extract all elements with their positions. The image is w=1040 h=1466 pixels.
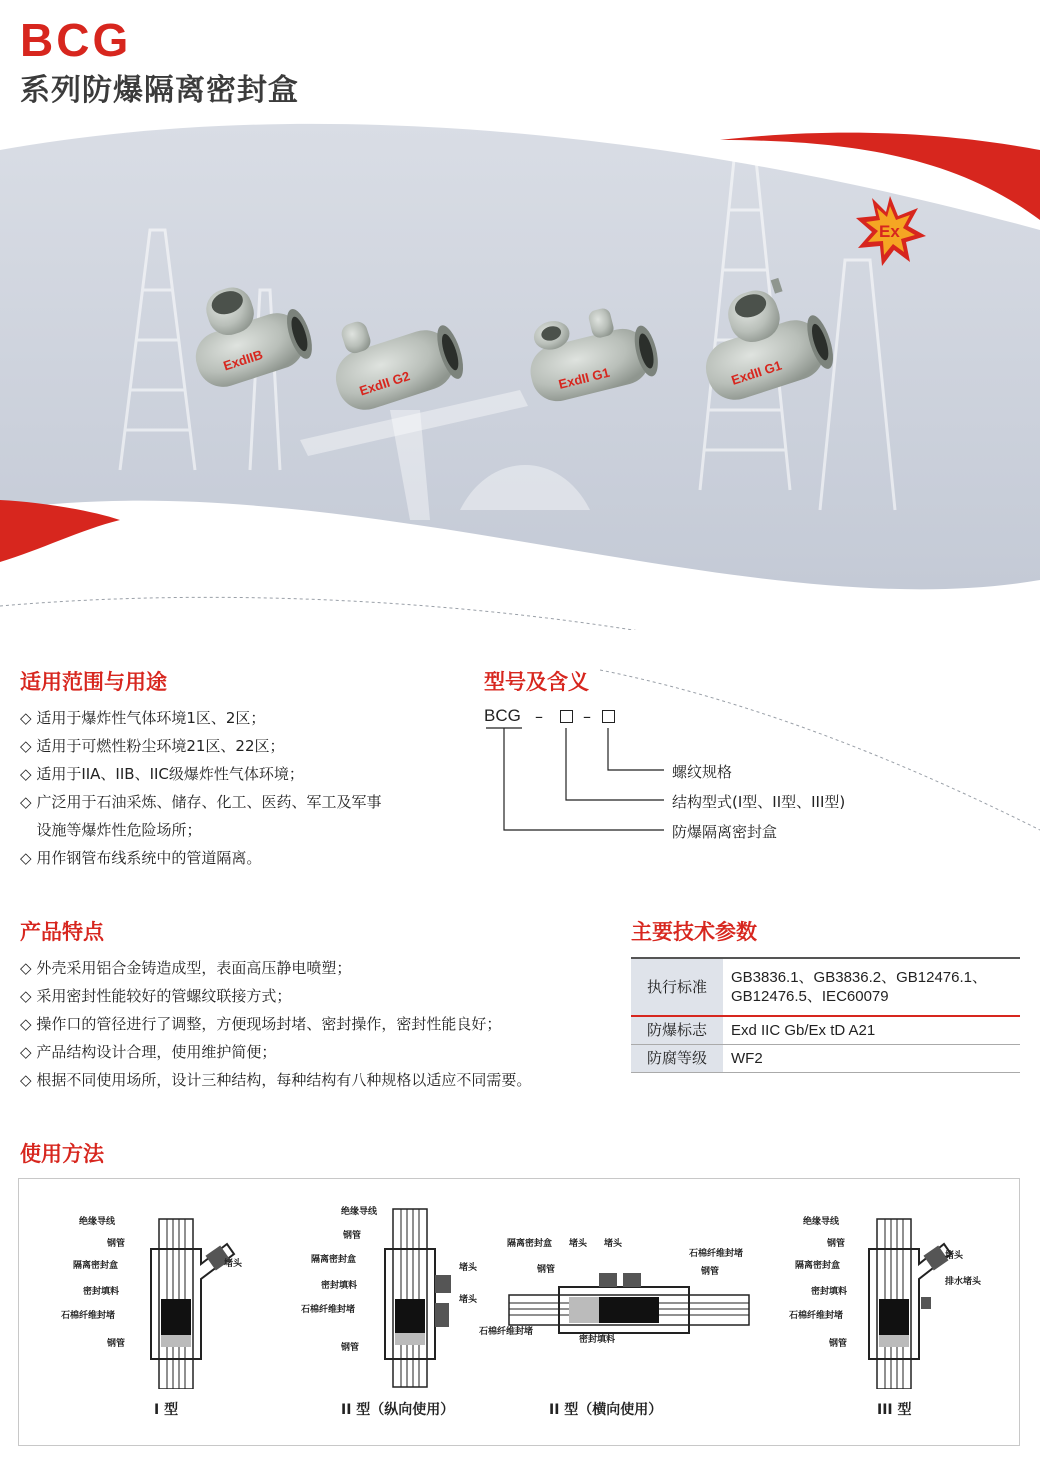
spec-value: Exd IIC Gb/Ex tD A21 xyxy=(723,1016,1020,1044)
model-label-structure: 结构型式(I型、II型、III型) xyxy=(672,793,846,811)
ex-badge-text: Ex xyxy=(879,222,900,241)
product-4-marking: ExdII G1 xyxy=(729,357,784,388)
diagram-caption: I 型 xyxy=(154,1402,179,1418)
diagram-label: 隔离密封盒 xyxy=(311,1255,357,1265)
hero-banner xyxy=(0,110,1040,630)
spec-table xyxy=(631,957,1020,1073)
diagram-1-drawing xyxy=(59,1209,259,1389)
diagram-label: 堵头 xyxy=(459,1295,478,1305)
diagram-label: 石棉纤维封堵 xyxy=(61,1311,116,1321)
diagram-label: 石棉纤维封堵 xyxy=(301,1305,356,1315)
diagram-label: 堵头 xyxy=(604,1239,623,1249)
model-box-thread xyxy=(602,710,615,723)
diagram-label: 绝缘导线 xyxy=(803,1217,840,1227)
product-1-marking: ExdIIB xyxy=(221,346,265,374)
diagram-label: 隔离密封盒 xyxy=(507,1239,553,1249)
scope-title: 适用范围与用途 xyxy=(20,670,167,694)
red-swoosh-bottom xyxy=(0,500,120,562)
product-3-marking: ExdII G1 xyxy=(557,364,612,392)
model-dash: – xyxy=(535,707,543,726)
diagram-caption: III 型 xyxy=(877,1402,912,1418)
spec-value: GB3836.1、GB3836.2、GB12476.1、GB12476.5、IEC60079 xyxy=(723,958,1020,1016)
diagram-label: 钢管 xyxy=(343,1231,362,1241)
product-2-marking: ExdII G2 xyxy=(357,368,412,399)
table-row xyxy=(631,1044,1020,1072)
diagram-label: 绝缘导线 xyxy=(79,1217,116,1227)
diagram-label: 钢管 xyxy=(829,1339,848,1349)
model-box-structure xyxy=(560,710,573,723)
table-row xyxy=(631,958,1020,1016)
list-item: ◇ 用作钢管布线系统中的管道隔离。 xyxy=(20,849,262,867)
diagram-label: 密封填料 xyxy=(321,1281,358,1291)
list-item: ◇ 适用于爆炸性气体环境1区、2区； xyxy=(20,709,266,727)
list-item: ◇ 外壳采用铝合金铸造成型，表面高压静电喷塑； xyxy=(20,959,352,977)
list-item: ◇ 适用于IIA、IIB、IIC级爆炸性气体环境； xyxy=(20,765,304,783)
dashed-arc xyxy=(0,597,1040,630)
model-label-thread: 螺纹规格 xyxy=(672,763,733,781)
page-title: 系列防爆隔离密封盒 xyxy=(20,73,299,108)
diagram-label: 隔离密封盒 xyxy=(795,1261,841,1271)
brand-logo: BCG xyxy=(20,14,132,66)
usage-frame xyxy=(18,1178,1020,1446)
diagram-label: 钢管 xyxy=(701,1267,720,1277)
diagram-label: 密封填料 xyxy=(579,1335,616,1345)
diagram-label: 排水堵头 xyxy=(945,1277,982,1287)
diagram-caption: II 型（横向使用） xyxy=(549,1402,663,1418)
model-dash: – xyxy=(583,707,591,726)
diagram-label: 隔离密封盒 xyxy=(73,1261,119,1271)
usage-title: 使用方法 xyxy=(20,1142,104,1166)
diagram-label: 堵头 xyxy=(569,1239,588,1249)
list-item: ◇ 适用于可燃性粉尘环境21区、22区； xyxy=(20,737,285,755)
diagram-caption: II 型（纵向使用） xyxy=(341,1402,455,1418)
spec-value: WF2 xyxy=(723,1044,1020,1072)
diagram-label: 石棉纤维封堵 xyxy=(689,1249,744,1259)
list-item: ◇ 产品结构设计合理，使用维护简便； xyxy=(20,1043,277,1061)
diagram-2-drawing xyxy=(301,1199,501,1389)
scope-list xyxy=(20,704,460,872)
spec-key: 防腐等级 xyxy=(631,1044,723,1072)
table-row xyxy=(631,1016,1020,1044)
diagram-label: 钢管 xyxy=(107,1239,126,1249)
diagram-label: 石棉纤维封堵 xyxy=(789,1311,844,1321)
model-code: BCG xyxy=(484,706,521,725)
model-leader-lines xyxy=(484,724,684,840)
diagram-label: 钢管 xyxy=(341,1343,360,1353)
diagram-label: 绝缘导线 xyxy=(341,1207,378,1217)
diagram-label: 钢管 xyxy=(107,1339,126,1349)
specs-title: 主要技术参数 xyxy=(631,920,757,944)
spec-key: 防爆标志 xyxy=(631,1016,723,1044)
list-item: ◇ 根据不同使用场所，设计三种结构，每种结构有八种规格以适应不同需要。 xyxy=(20,1071,532,1089)
spec-key: 执行标准 xyxy=(631,958,723,1016)
model-title: 型号及含义 xyxy=(484,670,589,694)
diagram-label: 石棉纤维封堵 xyxy=(479,1327,534,1337)
sky-band xyxy=(0,124,1040,589)
list-item: ◇ 操作口的管径进行了调整，方便现场封堵、密封操作，密封性能良好； xyxy=(20,1015,502,1033)
diagram-label: 堵头 xyxy=(945,1251,964,1261)
diagram-label: 密封填料 xyxy=(811,1287,848,1297)
model-label-product: 防爆隔离密封盒 xyxy=(672,823,778,841)
diagram-type-1 xyxy=(59,1209,259,1439)
diagram-label: 堵头 xyxy=(459,1263,478,1273)
diagram-type-3 xyxy=(789,1209,1009,1439)
diagram-type-2-vertical xyxy=(301,1199,501,1439)
diagram-label: 钢管 xyxy=(537,1265,556,1275)
diagram-type-2-horizontal xyxy=(479,1239,779,1439)
diagram-label: 堵头 xyxy=(224,1259,243,1269)
features-title: 产品特点 xyxy=(20,920,104,944)
diagram-label: 密封填料 xyxy=(83,1287,120,1297)
list-item: ◇ 采用密封性能较好的管螺纹联接方式； xyxy=(20,987,292,1005)
diagram-label: 钢管 xyxy=(827,1239,846,1249)
features-list xyxy=(20,954,620,1094)
list-item: ◇ 广泛用于石油采炼、储存、化工、医药、军工及军事 设施等爆炸性危险场所； xyxy=(20,793,382,839)
diagram-4-drawing xyxy=(789,1209,989,1389)
